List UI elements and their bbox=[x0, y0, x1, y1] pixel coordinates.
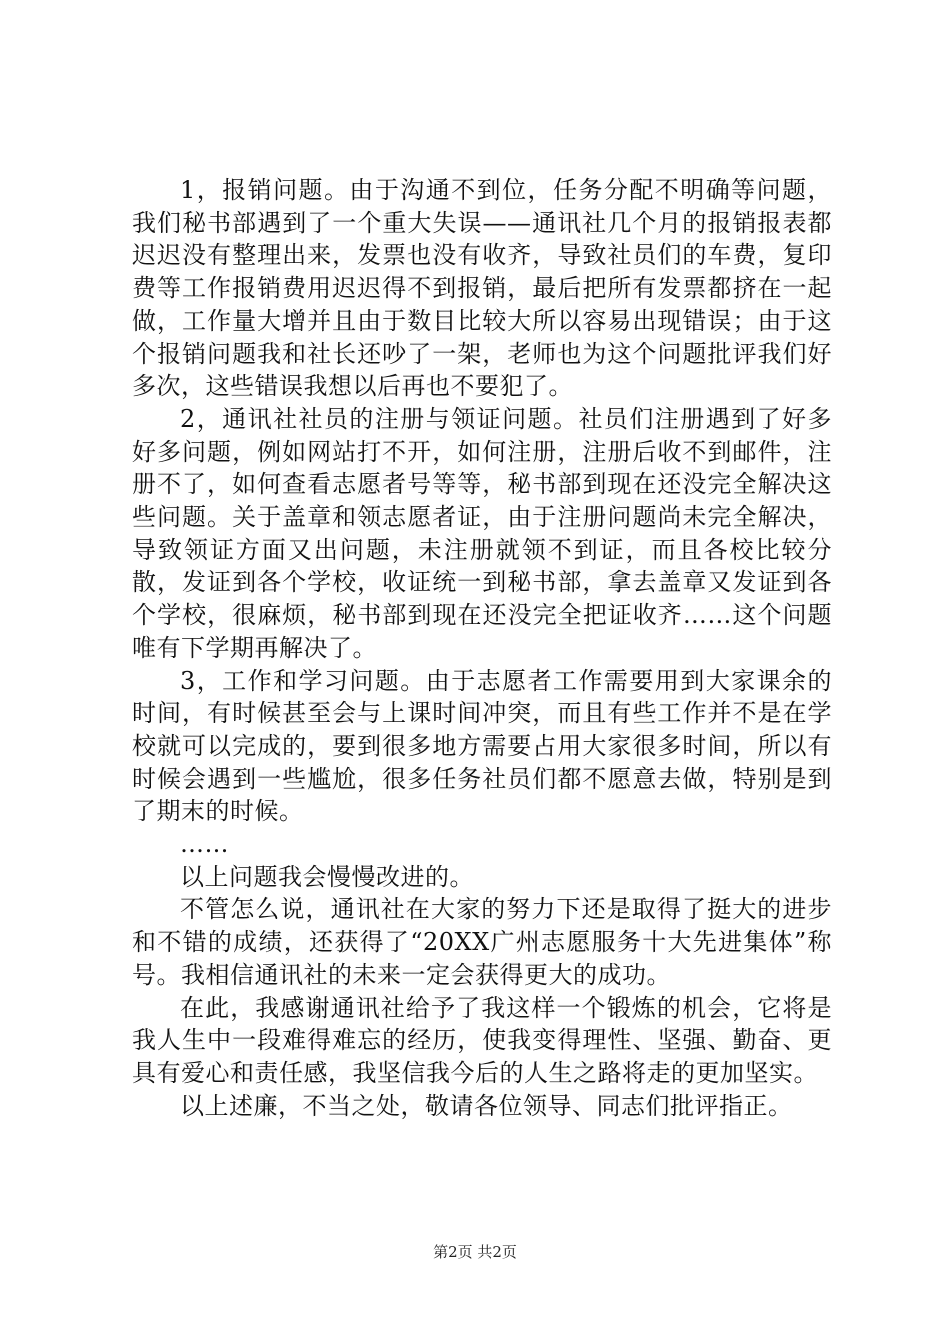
paragraph-gratitude: 在此，我感谢通讯社给予了我这样一个锻炼的机会，它将是我人生中一段难得难忘的经历，使我变得理性、坚强、勤奋、更具有爱心和责任感，我坚信我今后的人生之路将走的更加坚实。 bbox=[132, 993, 832, 1087]
paragraph-registration-issue: 2，通讯社社员的注册与领证问题。社员们注册遇到了好多好多问题，例如网站打不开，如何注册，注册后收不到邮件，注册不了，如何查看志愿者号等等，秘书部到现在还没完全解决这些问题。关于盖章和领志愿者证，由于注册问题尚未完全解决，导致领证方面又出问题，未注册就领不到证，而且各校比较分散，发证到各个学校，收证统一到秘书部，拿去盖章又发证到各个学校，很麻烦，秘书部到现在还没完全把证收齐……这个问题唯有下学期再解决了。 bbox=[132, 404, 832, 662]
paragraph-ellipsis: …… bbox=[180, 830, 229, 859]
paragraph-improvement: 以上问题我会慢慢改进的。 bbox=[180, 862, 474, 891]
paragraph-work-study-issue: 3，工作和学习问题。由于志愿者工作需要用到大家课余的时间，有时候甚至会与上课时间冲突，而且有些工作并不是在学校就可以完成的，要到很多地方需要占用大家很多时间，所以有时候会遇到一些尴尬，很多任务社员们都不愿意去做，特别是到了期末的时候。 bbox=[132, 666, 832, 826]
paragraph-achievement: 不管怎么说，通讯社在大家的努力下还是取得了挺大的进步和不错的成绩，还获得了“20XX广州志愿服务十大先进集体”称号。我相信通讯社的未来一定会获得更大的成功。 bbox=[132, 895, 832, 989]
page-footer: 第2页 共2页 bbox=[433, 1243, 517, 1261]
paragraph-reimbursement-issue: 1，报销问题。由于沟通不到位，任务分配不明确等问题，我们秘书部遇到了一个重大失误——通讯社几个月的报销报表都迟迟没有整理出来，发票也没有收齐，导致社员们的车费，复印费等工作报销费用迟迟得不到报销，最后把所有发票都挤在一起做，工作量大增并且由于数目比较大所以容易出现错误；由于这个报销问题我和社长还吵了一架，老师也为这个问题批评我们好多次，这些错误我想以后再也不要犯了。 bbox=[132, 176, 832, 401]
document-body bbox=[132, 174, 832, 1122]
paragraph-closing: 以上述廉，不当之处，敬请各位领导、同志们批评指正。 bbox=[180, 1091, 793, 1120]
